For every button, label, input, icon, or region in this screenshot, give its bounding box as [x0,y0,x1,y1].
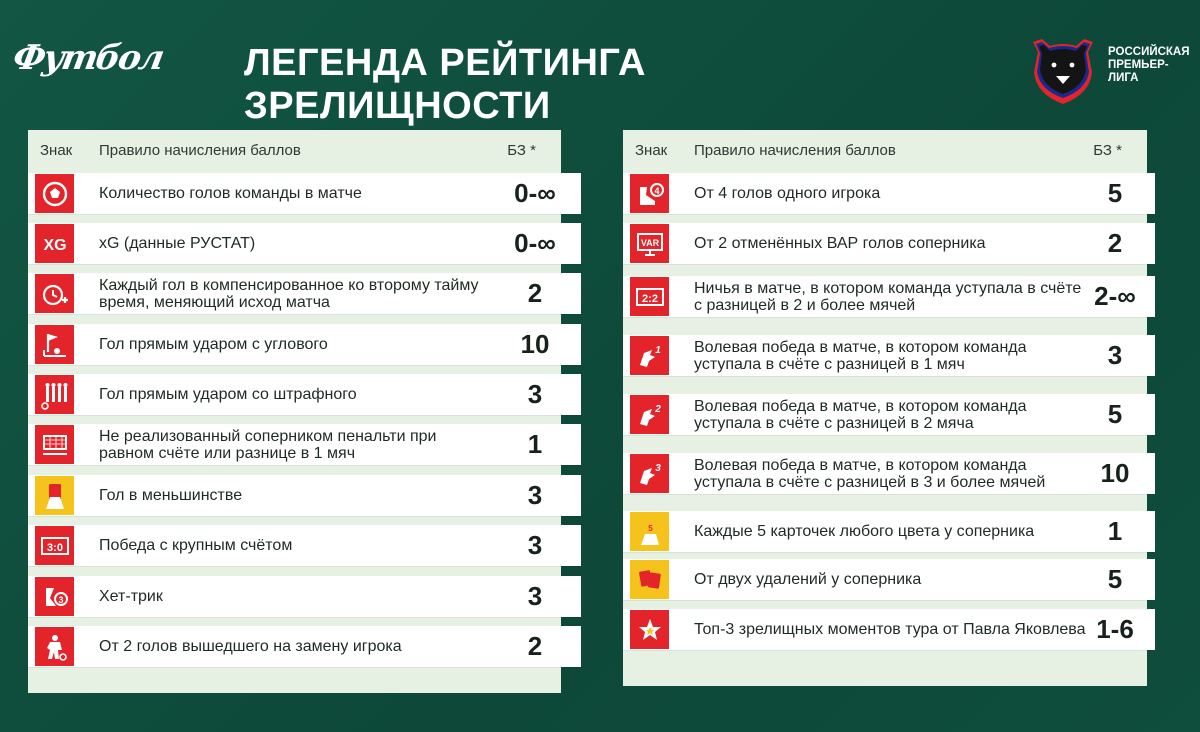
rule-text: От 2 голов вышедшего на замену игрока [99,638,402,655]
draw-score-icon [630,277,669,316]
rule-text: Гол прямым ударом с углового [99,336,328,353]
table-header [28,130,561,170]
table-row [28,626,581,667]
svg-text:4: 4 [653,185,660,196]
svg-text:3:0: 3:0 [46,541,63,554]
rule-text: Гол прямым ударом со штрафного [99,386,357,403]
svg-text:5: 5 [647,523,653,533]
table-row [28,525,581,566]
legend-table-right [623,130,1147,686]
bz-points: 1 [1107,516,1123,546]
substitute-player-icon [35,627,74,666]
rule-text: Волевая победа в матче, в котором команда уступала в счёте с разницей в 1 мяч [694,338,1027,373]
comeback-three-icon [630,454,669,493]
stopwatch-plus-icon [35,274,74,313]
column-sign-header: Знак [40,142,73,159]
svg-text:2:2: 2:2 [641,292,658,305]
soccer-ball-icon [35,174,74,213]
table-row [623,609,1155,650]
bz-points: 3 [527,480,543,510]
svg-text:3: 3 [654,462,661,474]
rule-text: Победа с крупным счётом [99,537,293,554]
bz-points: 5 [1107,399,1123,429]
table-row [623,394,1155,435]
penalty-goal-icon [35,425,74,464]
rule-text: Хет-трик [99,588,163,605]
bz-points: 3 [527,581,543,611]
bz-points: 5 [1107,564,1123,594]
table-row [623,223,1155,264]
var-monitor-icon [630,224,669,263]
rule-text: xG (данные РУСТАТ) [99,235,256,252]
boot-four-icon [630,174,669,213]
table-row [623,559,1155,600]
bz-points: 0-∞ [514,228,556,258]
rule-text: Не реализованный соперником пенальти при равном счёте или разнице в 1 мяч [99,427,437,462]
table-row [623,335,1155,376]
column-rule-header: Правило начисления баллов [99,142,301,159]
table-row [623,453,1155,494]
rule-text: Топ-3 зрелищных моментов тура от Павла Яковлева [694,621,1086,638]
table-row [623,173,1155,214]
comeback-two-icon [630,395,669,434]
rule-text: Волевая победа в матче, в котором команда уступала в счёте с разницей в 2 мяча [694,397,1027,432]
table-row [623,276,1155,317]
hat-trick-icon [35,577,74,616]
bz-points: 3 [527,530,543,560]
bz-points: 1 [527,429,543,459]
svg-text:VAR: VAR [640,237,659,248]
rule-text: Ничья в матче, в котором команда уступала в счёте с разницей в 2 и более мячей [694,279,1082,314]
two-red-cards-icon [630,560,669,599]
cards-five-icon [630,512,669,551]
column-sign-header: Знак [635,142,668,159]
scoreboard-icon [35,526,74,565]
rule-text: Каждые 5 карточек любого цвета у соперника [694,523,1035,540]
svg-text:3: 3 [57,594,64,605]
rpl-wordmark [1108,46,1200,85]
column-bz-header: БЗ * [1093,142,1122,159]
column-bz-header: БЗ * [507,142,536,159]
table-row [28,324,581,365]
bz-points: 3 [527,379,543,409]
table-row [28,576,581,617]
bear-icon [1028,32,1098,106]
bz-points: 0-∞ [514,178,556,208]
bz-points: 1-6 [1096,614,1134,644]
legend-table-left [28,130,561,693]
svg-text:1: 1 [654,344,661,356]
xg-icon [35,224,74,263]
column-rule-header: Правило начисления баллов [694,142,896,159]
rule-text: От 2 отменённых ВАР голов соперника [694,235,986,252]
corner-flag-icon [35,325,74,364]
red-card-icon [35,476,74,515]
table-row [28,424,581,465]
table-row [28,223,581,264]
stars-icon [630,610,669,649]
bz-points: 3 [1107,340,1123,370]
table-row [28,173,581,214]
table-row [623,511,1155,552]
table-row [28,475,581,516]
bz-points: 10 [1100,458,1130,488]
page-title: ЛЕГЕНДА РЕЙТИНГА ЗРЕЛИЩНОСТИ [244,42,646,127]
table-header [623,130,1147,170]
bz-points: 2 [527,278,543,308]
rule-text: От 4 голов одного игрока [694,185,881,202]
bz-points: 2 [1107,228,1123,258]
table-row [28,374,581,415]
svg-text:XG: XG [42,236,67,254]
rule-text: От двух удалений у соперника [694,571,922,588]
rpl-logo [1028,32,1198,106]
rule-text: Каждый гол в компенсированное ко второму тайму время, меняющий исход матча [99,276,479,311]
rule-text: Количество голов команды в матче [99,185,362,202]
futbol-logo: Футбол [9,38,166,78]
free-kick-wall-icon [35,375,74,414]
table-row [28,273,581,314]
rule-text: Волевая победа в матче, в котором команда уступала в счёте с разницей в 3 и более мячей [694,456,1046,491]
bz-points: 2 [527,631,543,661]
svg-text:2: 2 [654,403,661,415]
rpl-line-3: ЛИГА [1108,72,1139,84]
bz-points: 2-∞ [1094,281,1136,311]
rpl-line-2: ПРЕМЬЕР- [1108,59,1169,71]
bz-points: 10 [520,329,550,359]
bz-points: 5 [1107,178,1123,208]
rpl-line-1: РОССИЙСКАЯ [1108,46,1190,58]
rule-text: Гол в меньшинстве [99,487,243,504]
comeback-one-icon [630,336,669,375]
